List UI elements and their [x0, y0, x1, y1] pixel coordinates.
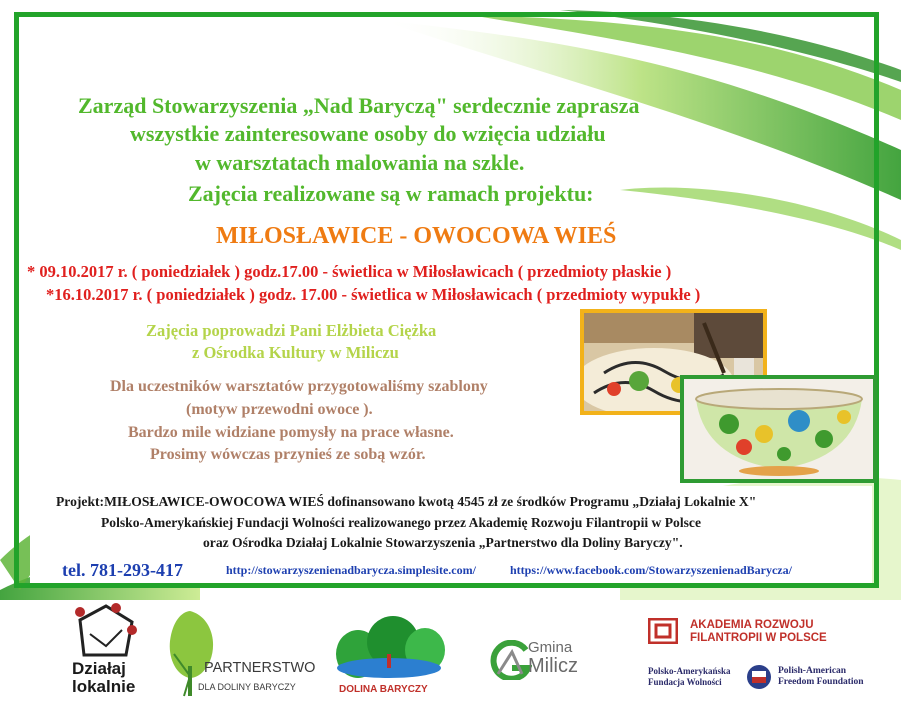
date-line-2: *16.10.2017 r. ( poniedziałek ) godz. 17.00 - świetlica w Miłosławicach ( przedmioty wypukłe )	[46, 285, 701, 304]
pafw-flag-icon	[746, 664, 772, 690]
gmina-milicz-logo	[488, 640, 598, 686]
pafw-en-text	[778, 666, 864, 688]
pafw-pl-line2: Fundacja Wolności	[648, 677, 722, 687]
info-line-3: Bardzo mile widziane pomysły na prace własne.	[128, 424, 454, 441]
funding-line2: Polsko-Amerykańskiej Fundacji Wolności realizowanego przez Akademię Rozwoju Filantropii w Polsce	[101, 515, 701, 530]
dzialaj-line1: Działaj	[72, 659, 126, 678]
dzialaj-text	[72, 660, 135, 696]
heading-line4: Zajęcia realizowane są w ramach projektu:	[188, 181, 594, 206]
heading-line1: Zarząd Stowarzyszenia „Nad Baryczą" serdecznie zaprasza	[78, 93, 640, 118]
gmina-g-icon	[488, 640, 532, 680]
instructor-line2: z Ośrodka Kultury w Miliczu	[192, 343, 399, 362]
facebook-link[interactable]: https://www.facebook.com/StowarzyszenienadBarycza/	[510, 563, 792, 577]
pafw-en-line1: Polish-American	[778, 666, 847, 676]
gmina-line1: Gmina	[528, 639, 573, 656]
info-line-2: (motyw przewodni owoce ).	[186, 401, 373, 418]
heading-line2: wszystkie zainteresowane osoby do wzięcia udziału	[130, 121, 606, 146]
info-line-1: Dla uczestników warsztatów przygotowaliśmy szablony	[110, 378, 488, 395]
info-line-4: Prosimy wówczas przynieś ze sobą wzór.	[150, 446, 426, 463]
project-title: MIŁOSŁAWICE - OWOCOWA WIEŚ	[216, 223, 617, 249]
gmina-text	[528, 640, 578, 676]
akademia-icon	[648, 618, 678, 644]
akademia-text	[690, 619, 827, 645]
phone-number: tel. 781-293-417	[62, 560, 183, 580]
dzialaj-house-icon	[66, 600, 146, 662]
akademia-line2: FILANTROPII W POLSCE	[690, 632, 827, 644]
funding-line1: Projekt:MIŁOSŁAWICE-OWOCOWA WIEŚ dofinansowano kwotą 4545 zł ze środków Programu „Działaj Lokalnie X"	[56, 494, 757, 509]
dzialaj-lokalnie-logo	[66, 600, 146, 700]
akademia-line1: AKADEMIA ROZWOJU	[690, 619, 814, 631]
date-line-1: * 09.10.2017 r. ( poniedziałek ) godz.17.00 - świetlica w Miłosławicach ( przedmioty płaskie )	[27, 262, 672, 281]
partnerstwo-logo	[160, 606, 316, 702]
dzialaj-line2: lokalnie	[72, 677, 136, 696]
website-link[interactable]: http://stowarzyszenienadbarycza.simplesite.com/	[226, 563, 476, 577]
dolina-trees-icon	[333, 614, 448, 682]
photo-glass-bowl	[680, 375, 877, 483]
funding-line3: oraz Ośrodka Działaj Lokalnie Stowarzyszenia „Partnerstwo dla Doliny Baryczy".	[203, 535, 683, 550]
dolina-text: DOLINA BARYCZY	[339, 684, 428, 695]
akademia-logo	[648, 618, 888, 648]
gmina-line2: Milicz	[528, 655, 578, 677]
dolina-baryczy-logo	[333, 614, 448, 700]
partnerstwo-name: PARTNERSTWO	[204, 660, 316, 676]
heading-line3: w warsztatach malowania na szkle.	[195, 150, 525, 175]
instructor-line1: Zajęcia poprowadzi Pani Elżbieta Ciężka	[146, 321, 437, 340]
pafw-logo	[648, 664, 888, 694]
pafw-en-line2: Freedom Foundation	[778, 677, 864, 687]
pafw-pl-line1: Polsko-Amerykańska	[648, 666, 731, 676]
partnerstwo-sub: DLA DOLINY BARYCZY	[198, 682, 296, 692]
pafw-pl-text	[648, 666, 731, 688]
